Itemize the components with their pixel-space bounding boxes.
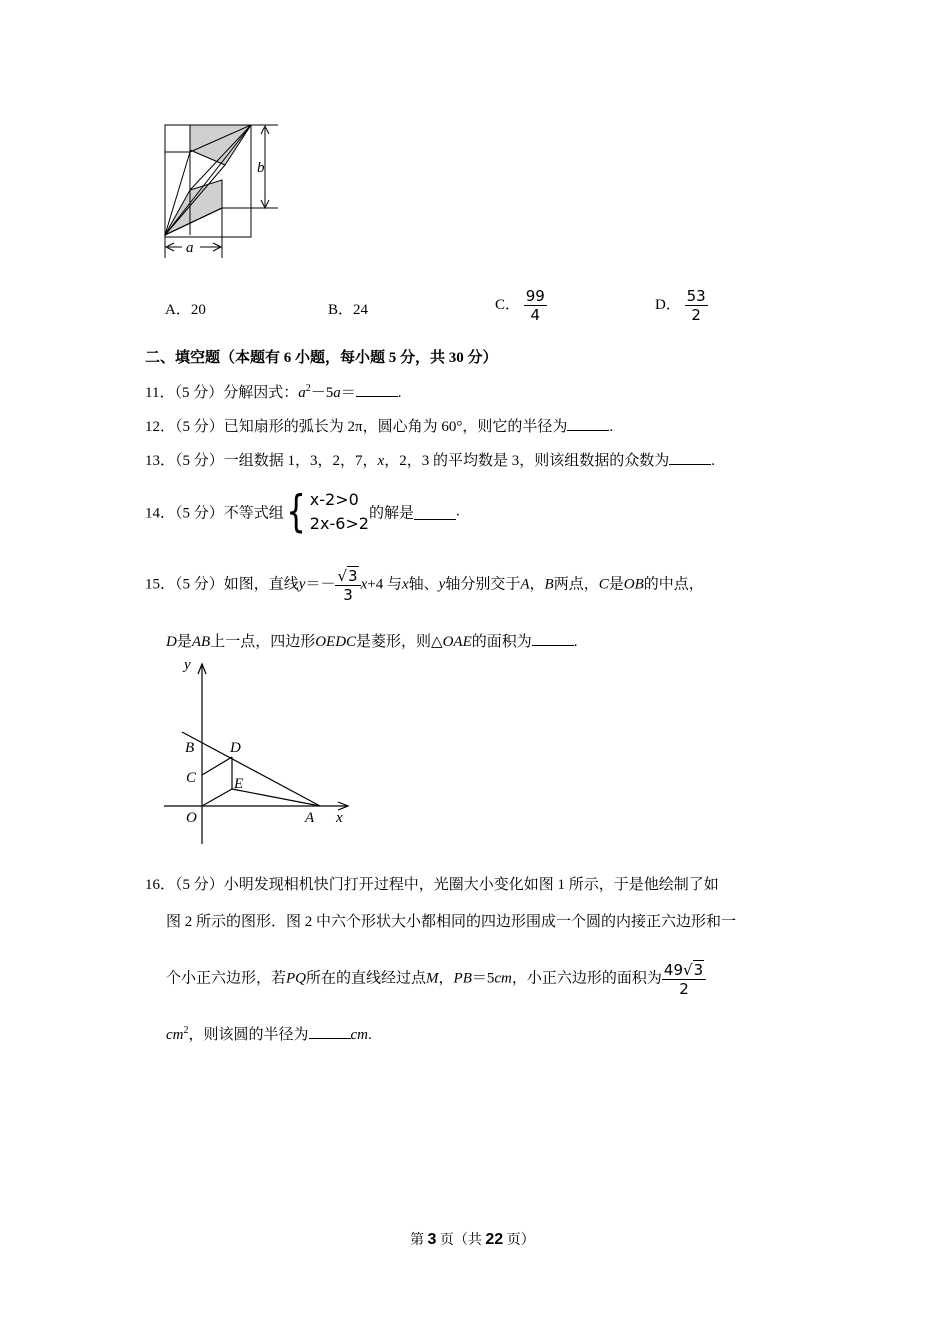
option-d: D． $\frac{53}{2}$ xyxy=(655,287,706,324)
answer-blank[interactable] xyxy=(309,1024,351,1039)
inequality-system: { x-2>0 2x-6>2 xyxy=(285,486,369,537)
answer-blank[interactable] xyxy=(669,450,711,465)
answer-blank[interactable] xyxy=(567,416,609,431)
question-14: 14．（5 分）不等式组 { x-2>0 2x-6>2 的解是 . xyxy=(145,486,460,537)
fig15-label-A: A xyxy=(305,810,315,826)
answer-blank[interactable] xyxy=(356,382,398,397)
page-footer: 第 3 页（共 22 页） xyxy=(410,1231,535,1248)
question-12: 12．（5 分）已知扇形的弧长为 2π，圆心角为 60°，则它的半径为 . xyxy=(145,415,613,436)
question-16-line4: $cm^2$，则该圆的半径为 cm. xyxy=(166,1025,372,1043)
option-c: C． $\frac{99}{4}$ xyxy=(495,287,545,324)
question-15-line1: 15．（5 分）如图，直线y＝－ $\frac{√3}{3}$ x+4 与x轴、y轴分别交于A，B两点，C是OB的中点， xyxy=(145,567,704,604)
question-16-line2: 图 2 所示的图形．图 2 中六个形状大小都相同的四边形围成一个圆的内接正六边形和一 xyxy=(166,914,737,930)
fig15-label-C: C xyxy=(186,770,197,786)
q10-figure xyxy=(150,118,290,268)
question-16-line1: 16．（5 分）小明发现相机快门打开过程中，光圈大小变化如图 1 所示，于是他绘制了如 xyxy=(145,877,719,893)
question-11: 11．（5 分）分解因式：$a^2-5a=$ . xyxy=(145,383,402,401)
page-number: 3 xyxy=(427,1231,437,1248)
answer-blank[interactable] xyxy=(532,631,574,646)
fig15-label-B: B xyxy=(185,740,195,756)
option-b: B．24 xyxy=(328,302,369,318)
q15-figure xyxy=(160,652,360,852)
question-15-line2: D是AB上一点，四边形OEDC是菱形，则△OAE的面积为 . xyxy=(166,630,578,651)
fig15-label-O: O xyxy=(186,810,197,826)
fig15-label-y: y xyxy=(184,657,191,673)
answer-blank[interactable] xyxy=(414,505,456,520)
q10-label-a: a xyxy=(186,240,194,256)
fig15-label-x: x xyxy=(336,810,343,826)
page-total: 22 xyxy=(485,1231,504,1248)
option-a: A．20 xyxy=(165,302,206,318)
q10-label-b: b xyxy=(257,160,265,176)
fig15-label-D: D xyxy=(230,740,241,756)
question-16-line3: 个小正六边形，若PQ所在的直线经过点M，PB＝5cm，小正六边形的面积为 $\frac{49√3}{2}$ xyxy=(166,960,706,998)
fig15-label-E: E xyxy=(234,776,244,792)
section-heading: 二、填空题（本题有 6 小题，每小题 5 分，共 30 分） xyxy=(145,350,498,366)
question-13: 13．（5 分）一组数据 1，3，2，7，x，2，3 的平均数是 3，则该组数据的众数为 . xyxy=(145,449,715,470)
